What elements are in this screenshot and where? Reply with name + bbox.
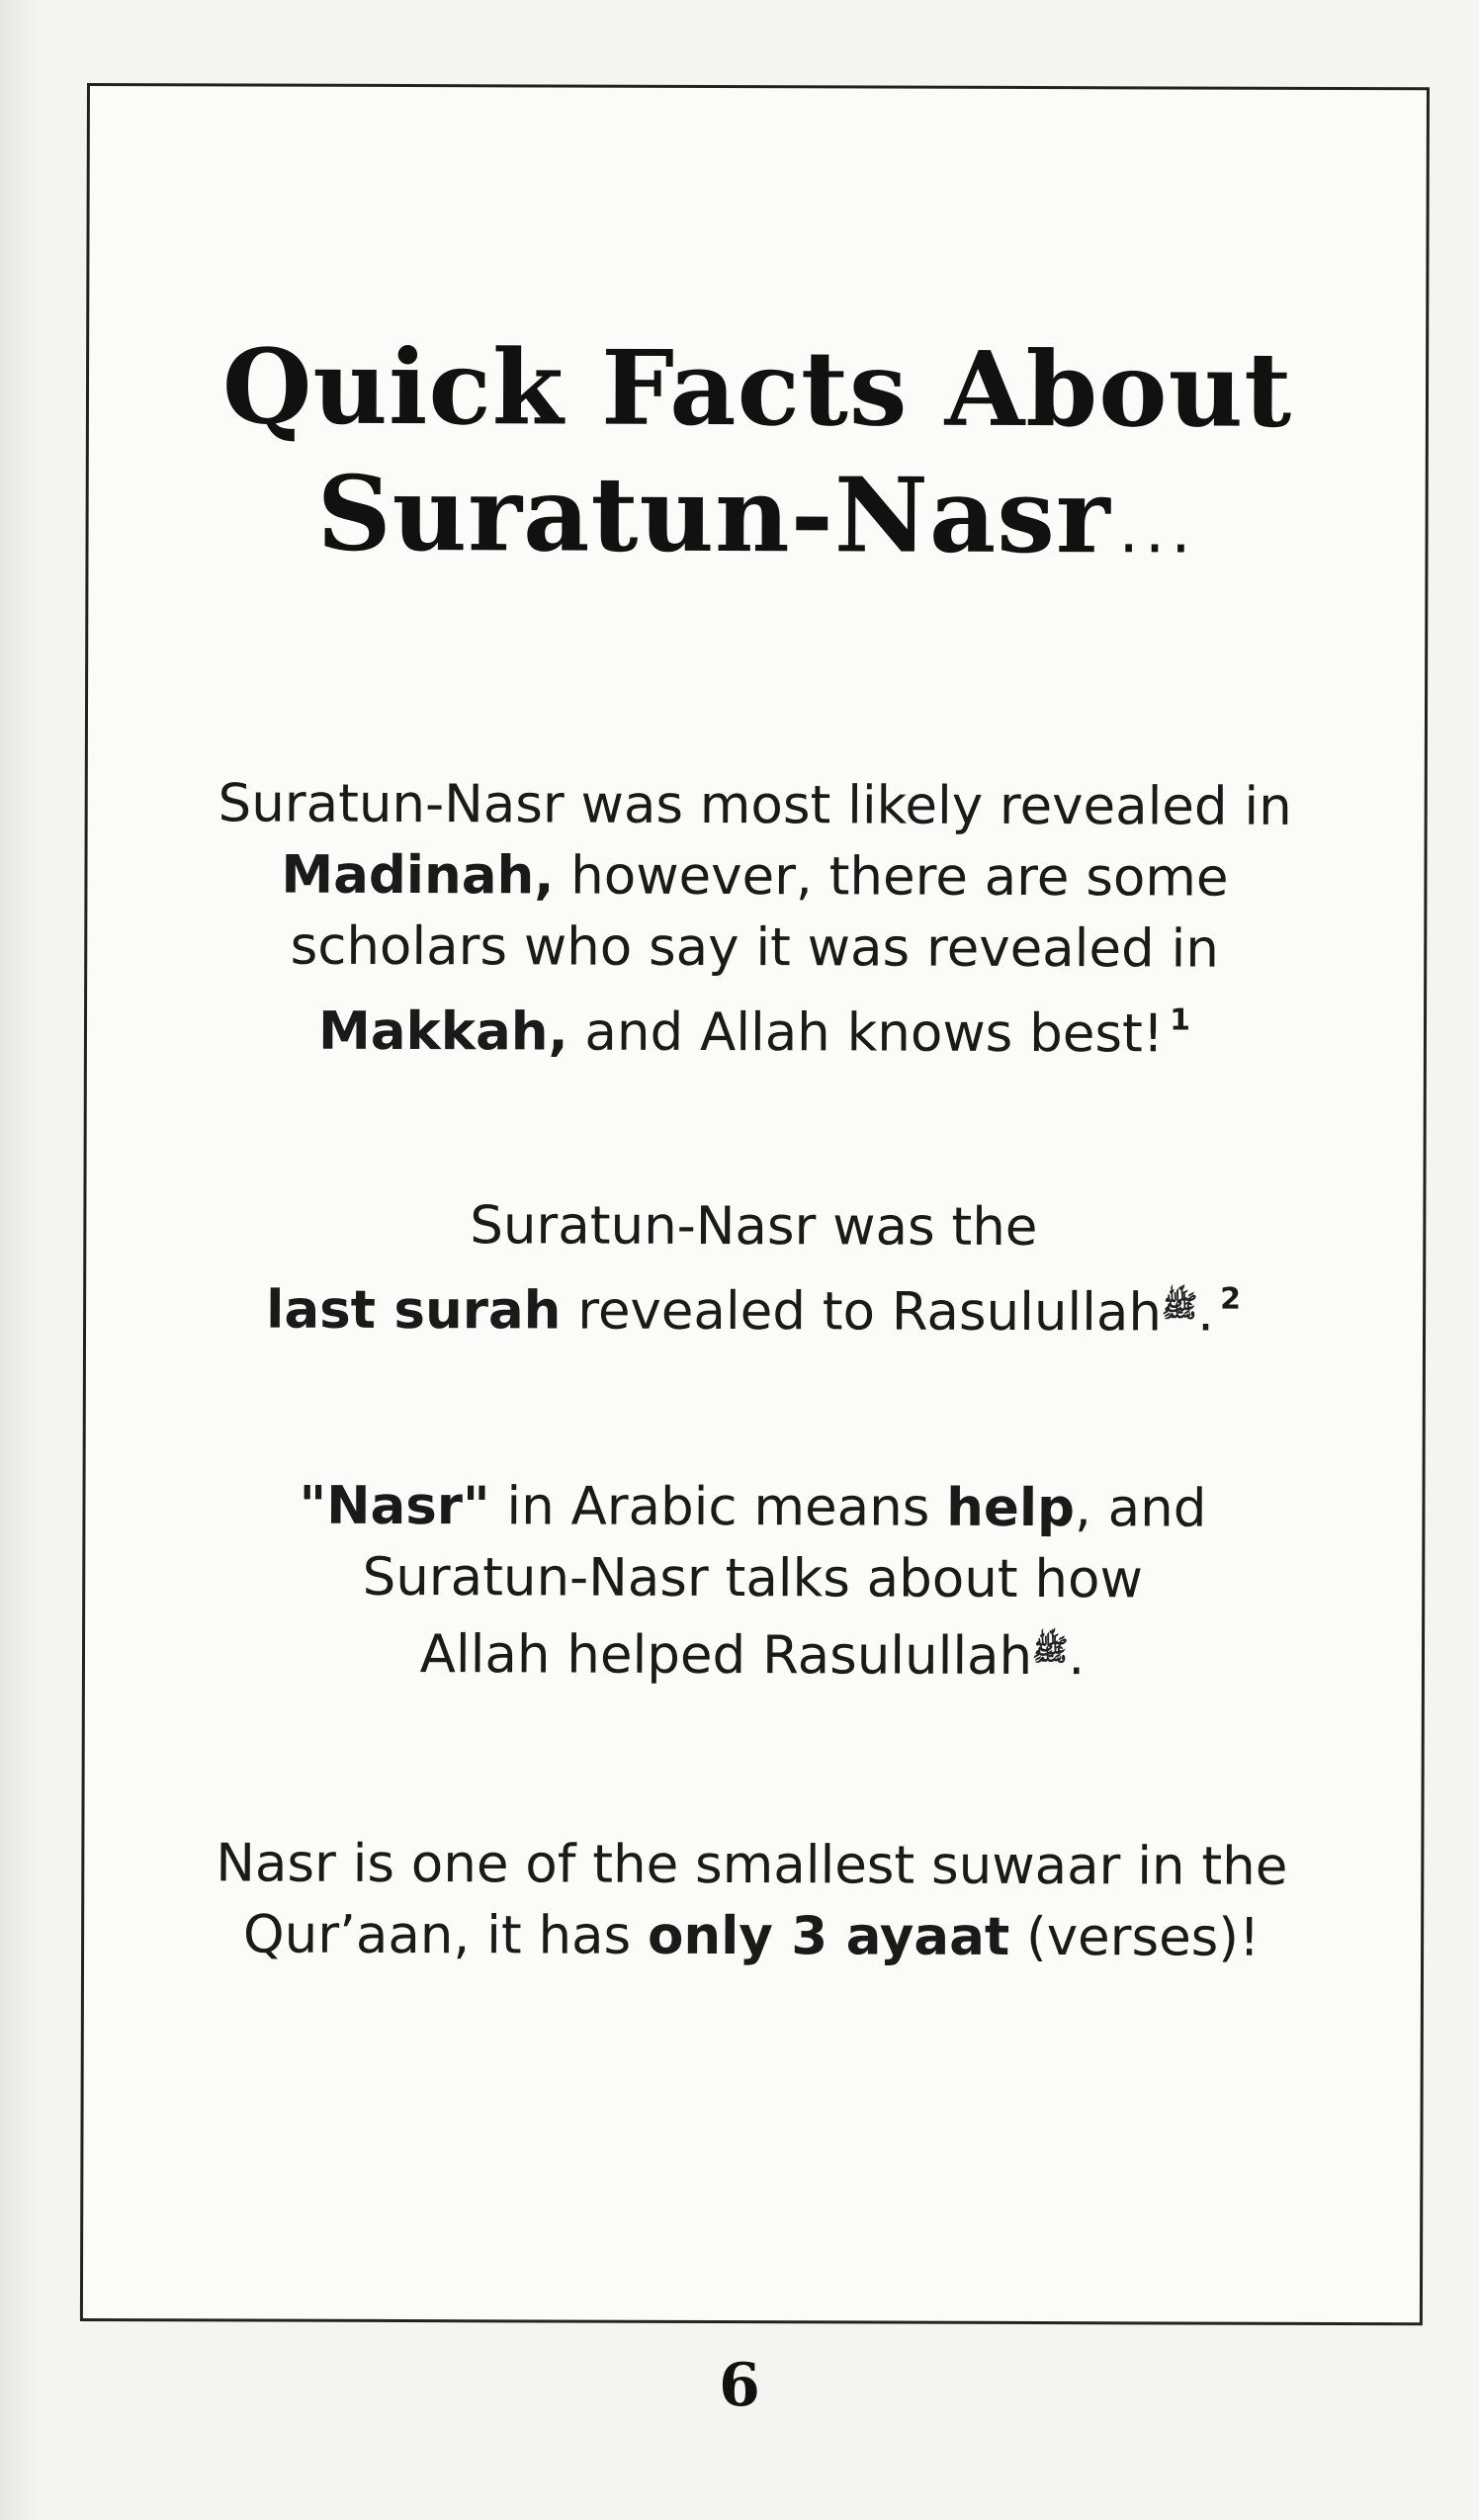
honorific-icon: ﷺ [1032,1633,1069,1669]
fact3-line1-end: , and [1074,1478,1207,1539]
fact4-ayaat: only 3 ayaat [647,1905,1010,1967]
page-number: 6 [719,2351,760,2420]
fact4-line1: Nasr is one of the smallest suwaar in the [216,1833,1288,1897]
fact1-line2: however, there are some [554,845,1229,909]
title-surah-name: Suratun-Nasr [316,452,1111,577]
fact-last-surah [145,1189,1361,1349]
fact3-period: . [1068,1626,1086,1688]
page-title [88,323,1426,595]
footnote-marker-2: 2 [1220,1281,1242,1317]
fact2-line1: Suratun-Nasr was the [470,1195,1038,1259]
title-ellipsis: ... [1118,494,1197,568]
fact2-line2: revealed to Rasulullah [561,1280,1163,1344]
honorific-icon: ﷺ [1161,1289,1198,1325]
fact2-last-surah: last surah [266,1279,562,1342]
fact1-makkah: Makkah, [317,1000,568,1063]
fact1-line3: scholars who say it was revealed in [290,915,1219,980]
title-line-1: Quick Facts About [221,325,1293,451]
fact4-line2-end: (verses)! [1009,1906,1261,1968]
title-line-2 [88,450,1425,595]
fact-nasr-meaning [144,1470,1361,1694]
fact3-line2: Suratun-Nasr talks about how [362,1546,1143,1610]
fact4-line2-start: Qur’aan, it has [242,1904,649,1966]
fact3-line1-mid: in Arabic means [489,1476,947,1538]
fact1-madinah: Madinah, [281,844,555,907]
fact3-line3: Allah helped Rasulullah [419,1624,1033,1688]
fact3-nasr: "Nasr" [299,1475,490,1537]
fact-revelation-place [146,768,1363,1071]
content-frame [80,83,1430,2325]
fact1-line4: and Allah knows best! [567,1001,1165,1065]
fact-verse-count [143,1828,1359,1974]
scan-edge-shadow [0,0,40,2520]
fact2-period: . [1197,1282,1215,1344]
fact1-line1: Suratun-Nasr was most likely revealed in [218,773,1292,837]
footnote-marker-1: 1 [1170,1002,1191,1038]
fact3-help: help [946,1477,1076,1539]
